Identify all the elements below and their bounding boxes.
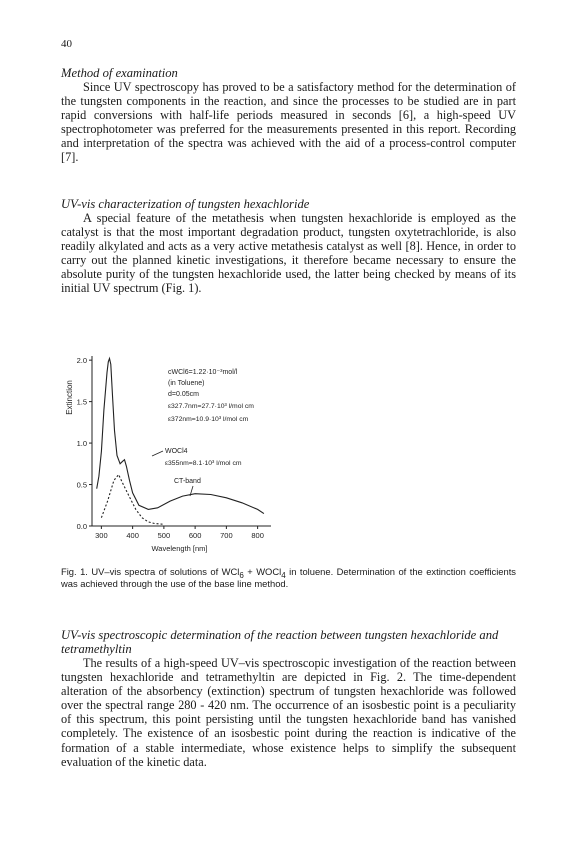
page-number: 40	[61, 38, 72, 50]
y-axis-label: Extinction	[65, 380, 74, 415]
annotation-concentration: cWCl6=1.22·10⁻³mol/l	[168, 369, 238, 376]
section-heading: UV-vis spectroscopic determination of the reaction between tungsten hexachloride and tetramethyltin	[61, 628, 499, 656]
x-axis-label: Wavelength [nm]	[151, 544, 208, 553]
figure-caption: Fig. 1. UV–vis spectra of solutions of WCl$_6$ + WOCl$_4$ in toluene. Determination of the extinction coefficients was achieved through the use of the base line method.	[61, 566, 516, 589]
y-tick-label: 0.5	[76, 480, 87, 490]
x-tick-label: 700	[220, 531, 233, 540]
section-characterization	[61, 197, 516, 296]
y-tick-label: 1.5	[76, 397, 87, 407]
x-tick-label: 600	[188, 531, 202, 540]
annotation-epsilon-355: ε355nm=8.1·10³ l/mol cm	[165, 460, 242, 467]
x-tick-label: 800	[251, 531, 264, 540]
annotation-epsilon-372: ε372nm=10.9·10³ l/mol cm	[168, 416, 249, 423]
uv-spectrum-chart	[50, 340, 290, 562]
annotation-path: d=0.05cm	[168, 391, 199, 398]
paragraph: The results of a high-speed UV–vis spectroscopic investigation of the reaction between tungsten hexachloride and tetramethyltin are depicted in Fig. 2. The time-dependent alteration of the absorbency (extinction) spectrum of tungsten hexachloride was followed over the spectral range 280 - 420 nm. The occurrence of an isosbestic point is a peculiarity of this spectrum, this point persisting until the tungsten hexachloride band has vanished completely. The existence of an isosbestic point during the reaction is indicative of the formation of a stable intermediate, whose existence helps to simplify the subsequent evaluation of the kinetic data.	[61, 656, 516, 769]
wocl4-pointer	[152, 451, 163, 456]
x-tick-label: 300	[95, 531, 108, 540]
paragraph: Since UV spectroscopy has proved to be a satisfactory method for the determination of the tungsten components in the reaction, and since the processes to be studied are in part rapid conversions with half-life periods measured in seconds [6], a high-speed UV spectrophotometer was preferred for the measurements presented in this report. Recording and interpretation of the spectra was achieved with the aid of a process-control computer [7].	[61, 80, 516, 165]
y-tick-label: 1.0	[76, 439, 87, 449]
paragraph: A special feature of the metathesis when tungsten hexachloride is employed as the catalyst is that the most important degradation product, tungsten oxytetrachloride, is also readily alkylated and acts as a very active metathesis catalyst as well [8]. Hence, in order to carry out the planned kinetic investigations, it therefore became necessary to ensure the absolute purity of the tungsten hexachloride used, the latter being checked by means of its initial UV spectrum (Fig. 1).	[61, 211, 516, 296]
section-reaction	[61, 628, 516, 769]
y-tick-label: 2.0	[76, 356, 87, 366]
series-line-wocl4	[101, 475, 163, 525]
annotation-ct-band: CT-band	[174, 478, 201, 485]
y-tick-label: 0.0	[76, 522, 87, 531]
section-heading: Method of examination	[61, 66, 178, 80]
annotation-epsilon-327: ε327.7nm=27.7·10³ l/mol cm	[168, 403, 254, 410]
x-tick-label: 500	[157, 531, 171, 540]
annotation-wocl4: WOCl4	[165, 448, 188, 455]
annotation-solvent: (in Toluene)	[168, 380, 205, 387]
section-heading: UV-vis characterization of tungsten hexachloride	[61, 197, 310, 211]
section-method	[61, 66, 516, 165]
x-tick-label: 400	[126, 531, 139, 540]
